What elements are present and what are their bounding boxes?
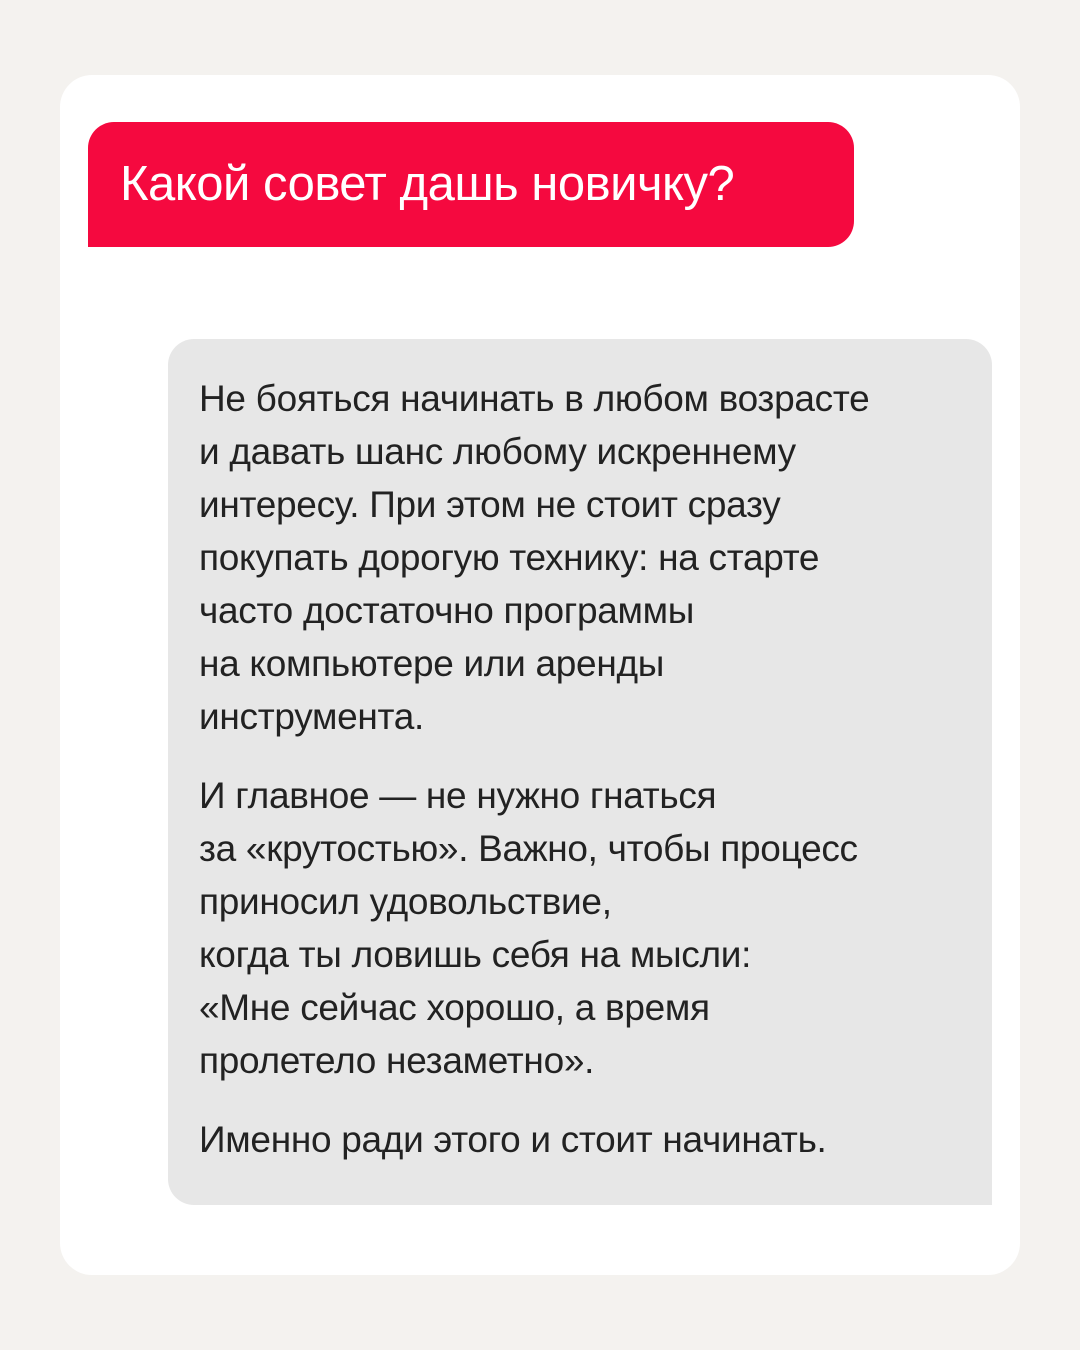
question-text: Какой совет дашь новичку? xyxy=(120,157,735,211)
answer-line: И главное — не нужно гнаться xyxy=(199,775,717,816)
answer-line: инструмента. xyxy=(199,696,425,737)
answer-paragraph-2 xyxy=(199,769,992,1087)
answer-line: когда ты ловишь себя на мысли: xyxy=(199,934,752,975)
answer-line: пролетело незаметно». xyxy=(199,1040,595,1081)
answer-line: на компьютере или аренды xyxy=(199,643,665,684)
answer-line: интересу. При этом не стоит сразу xyxy=(199,484,781,525)
answer-line: Именно ради этого и стоит начинать. xyxy=(199,1119,827,1160)
answer-line: часто достаточно программы xyxy=(199,590,695,631)
answer-line: приносил удовольствие, xyxy=(199,881,612,922)
answer-bubble xyxy=(168,339,992,1205)
answer-paragraph-1 xyxy=(199,372,992,743)
answer-line: Не бояться начинать в любом возрасте xyxy=(199,378,870,419)
answer-paragraph-3 xyxy=(199,1113,992,1166)
question-bubble xyxy=(88,122,854,247)
answer-line: и давать шанс любому искреннему xyxy=(199,431,796,472)
answer-line: за «крутостью». Важно, чтобы процесс xyxy=(199,828,858,869)
answer-line: «Мне сейчас хорошо, а время xyxy=(199,987,710,1028)
answer-line: покупать дорогую технику: на старте xyxy=(199,537,820,578)
